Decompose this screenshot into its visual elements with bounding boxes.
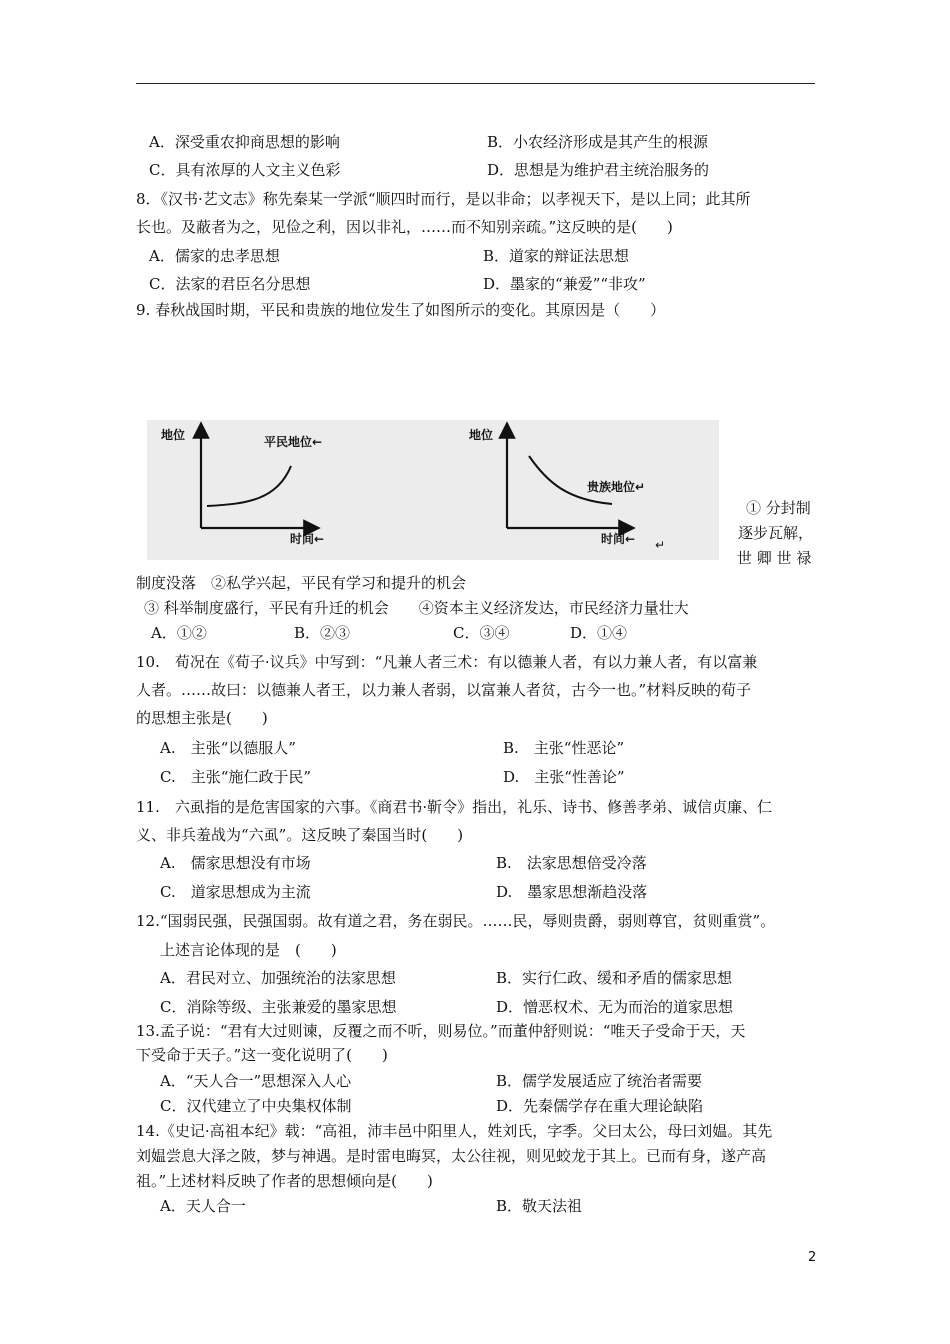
q9-statement-line2: ③ 科举制度盛行，平民有升迁的机会 ④资本主义经济发达，市民经济力量壮大 [144,599,689,617]
q11-option-d: D. 墨家思想渐趋没落 [496,883,648,901]
q8-option-d: D．墨家的“兼爱”“非攻” [483,275,646,293]
q10-stem-line1: 10. 荀况在《荀子·议兵》中写到：“凡兼人者三术：有以德兼人者，有以力兼人者，有以富兼 [136,653,758,671]
q7-option-a: A．深受重农抑商思想的影响 [149,133,340,151]
q13-option-b: B．儒学发展适应了统治者需要 [496,1072,703,1090]
right-series-label: 贵族地位↵ [587,480,646,494]
q8-option-c: C．法家的君臣名分思想 [149,275,311,293]
right-x-label: 时间← [601,532,636,546]
q11-option-b: B. 法家思想倍受冷落 [496,854,647,872]
q11-option-c: C. 道家思想成为主流 [160,883,311,901]
q10-option-c: C. 主张“施仁政于民” [160,768,312,786]
page-number: 2 [808,1250,817,1265]
q9-side-text-2: 逐步瓦解， [738,524,814,542]
return-mark: ↵ [655,538,666,552]
q13-option-a: A．“天人合一”思想深入人心 [160,1072,352,1090]
q8-option-a: A．儒家的忠孝思想 [149,247,280,265]
q9-option-b: B．②③ [294,624,351,642]
q8-stem-line2: 长也。及蔽者为之，见俭之利，因以非礼，……而不知别亲疏。”这反映的是( ) [136,218,673,236]
q7-option-b: B．小农经济形成是其产生的根源 [487,133,709,151]
q13-stem-line2: 下受命于天子。”这一变化说明了( ) [136,1046,388,1064]
q11-option-a: A. 儒家思想没有市场 [160,854,311,872]
q13-stem-line1: 13.孟子说：“君有大过则谏，反覆之而不听，则易位。”而董仲舒则说：“唯天子受命于天，天 [136,1022,746,1040]
q14-option-a: A．天人合一 [160,1197,246,1215]
q8-option-b: B．道家的辩证法思想 [483,247,630,265]
left-x-label: 时间← [290,532,325,546]
q10-stem-line2: 人者。……故曰：以德兼人者王，以力兼人者弱，以富兼人者贫，古今一也。”材料反映的荀子 [136,681,752,699]
q9-option-d: D．①④ [570,624,628,642]
q13-option-d: D．先秦儒学存在重大理论缺陷 [496,1097,704,1115]
q14-stem-line1: 14.《史记·高祖本纪》载：“高祖，沛丰邑中阳里人，姓刘氏，字季。父曰太公，母曰刘媪。其先 [136,1122,773,1140]
q7-option-d: D．思想是为维护君主统治服务的 [487,161,710,179]
q12-stem-line1: 12.“国弱民强，民强国弱。故有道之君，务在弱民。……民，辱则贵爵，弱则尊官，贫则重赏”。 [136,912,776,930]
q10-option-d: D. 主张“性善论” [503,768,625,786]
q9-stem: 9. 春秋战国时期，平民和贵族的地位发生了如图所示的变化。其原因是（ ） [136,301,666,319]
q9-side-text-1: ① 分封制 [746,499,811,517]
q12-option-c: C．消除等级、主张兼爱的墨家思想 [160,998,397,1016]
q14-stem-line2: 刘媪尝息大泽之陂，梦与神遇。是时雷电晦冥，太公往视，则见蛟龙于其上。已而有身，遂产高 [136,1147,767,1165]
q14-option-b: B．敬天法祖 [496,1197,583,1215]
q7-option-c: C．具有浓厚的人文主义色彩 [149,161,341,179]
q10-option-a: A. 主张“以德服人” [160,739,296,757]
q12-option-b: B．实行仁政、缓和矛盾的儒家思想 [496,969,733,987]
status-change-figure [147,420,719,560]
q13-option-c: C．汉代建立了中央集权体制 [160,1097,352,1115]
q11-stem-line1: 11. 六虱指的是危害国家的六事。《商君书·靳令》指出，礼乐、诗书、修善孝弟、诚信贞廉、仁 [136,798,773,816]
left-series-label: 平民地位← [264,435,323,449]
q12-option-a: A．君民对立、加强统治的法家思想 [160,969,396,987]
q9-side-text-3: 世 卿 世 禄 [737,549,812,567]
header-rule [136,83,815,84]
q9-option-a: A．①② [151,624,207,642]
q9-statement-line1: 制度没落 ②私学兴起，平民有学习和提升的机会 [136,574,467,592]
commoner-status-curve [207,466,291,506]
q14-stem-line3: 祖。”上述材料反映了作者的思想倾向是( ) [136,1172,433,1190]
q12-stem-line2: 上述言论体现的是 ( ) [160,941,337,959]
q8-stem-line1: 8．《汉书·艺文志》称先秦某一学派“顺四时而行，是以非命；以孝视天下，是以上同；此其所 [136,190,751,208]
q11-stem-line2: 义、非兵羞战为“六虱”。这反映了秦国当时( ) [136,826,464,844]
q10-option-b: B. 主张“性恶论” [503,739,625,757]
q12-option-d: D．憎恶权术、无为而治的道家思想 [496,998,734,1016]
q10-stem-line3: 的思想主张是( ) [136,709,268,727]
left-y-label: 地位 [161,428,186,442]
right-y-label: 地位 [469,428,494,442]
q9-option-c: C．③④ [453,624,510,642]
